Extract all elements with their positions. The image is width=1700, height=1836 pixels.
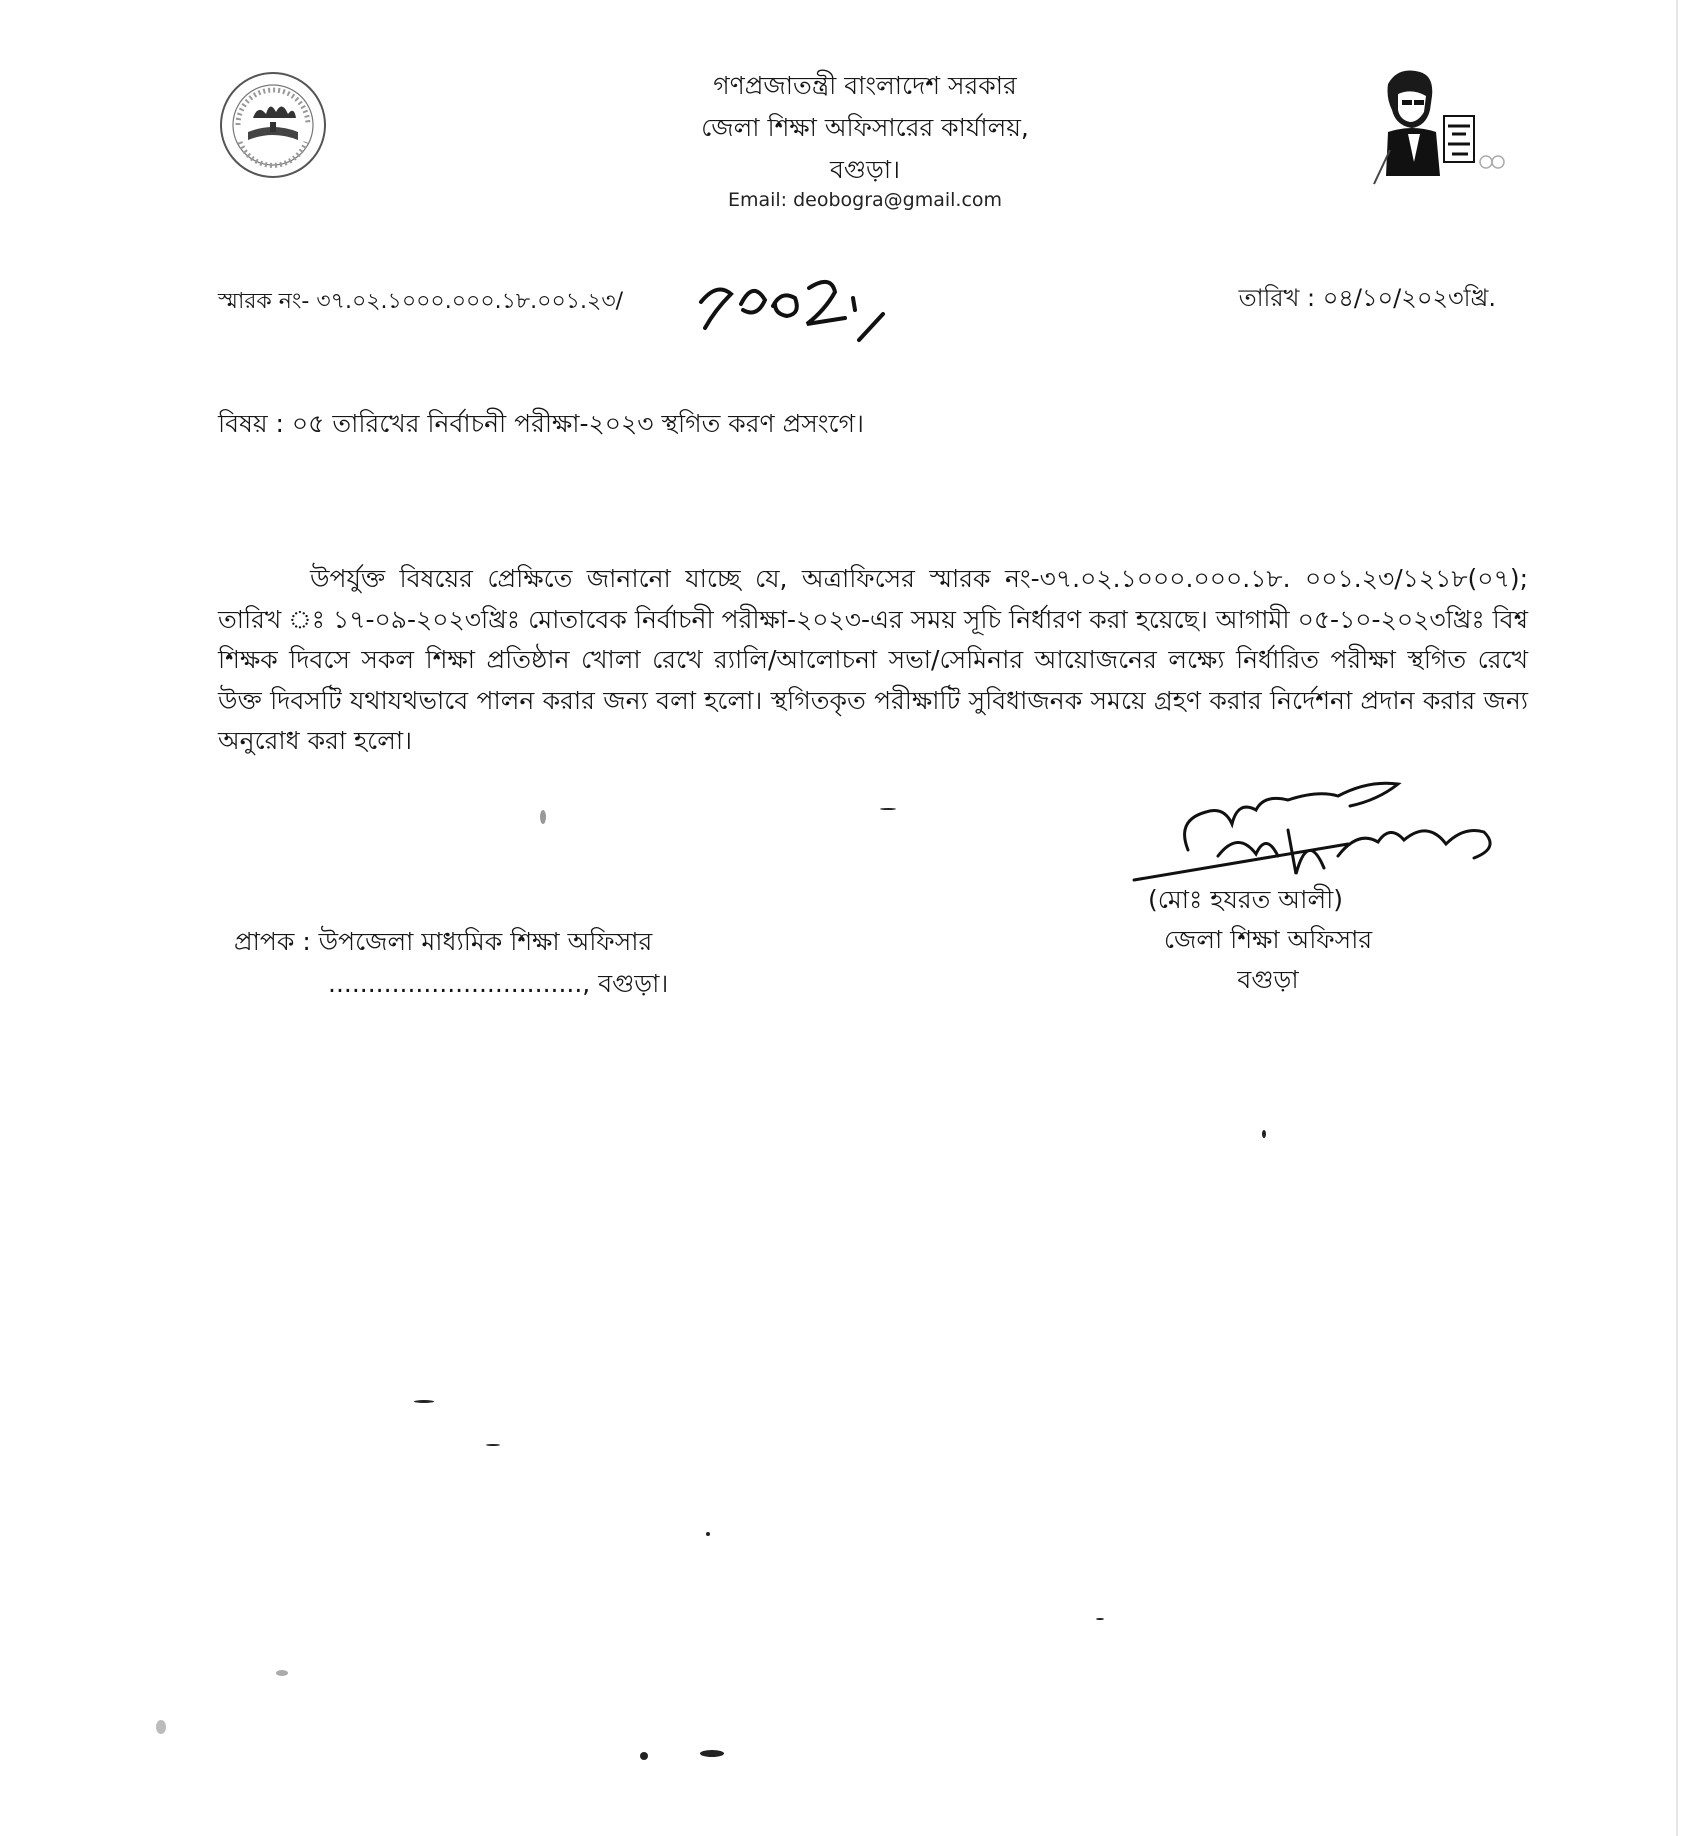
office-title: জেলা শিক্ষা অফিসারের কার্যালয়, xyxy=(701,113,1029,142)
scan-speck xyxy=(540,810,546,824)
office-email: Email: deobogra@gmail.com xyxy=(727,189,1003,211)
letter-subject: বিষয় : ০৫ তারিখের নির্বাচনী পরীক্ষা-২০২৩ স্থগিত করণ প্রসংগে। xyxy=(218,409,864,438)
mujib-borsho-portrait-icon xyxy=(1368,66,1508,186)
signatory-title: জেলা শিক্ষা অফিসার xyxy=(1163,925,1373,954)
scan-speck xyxy=(486,1444,500,1446)
office-location: বগুড়া। xyxy=(829,155,901,184)
scan-speck xyxy=(706,1532,710,1536)
scan-speck xyxy=(156,1720,166,1734)
recipient-location: ................................, বগুড়া। xyxy=(328,969,669,998)
memo-number: স্মারক নং- ৩৭.০২.১০০০.০০০.১৮.০০১.২৩/ xyxy=(218,289,624,314)
scan-speck xyxy=(640,1752,648,1760)
scan-speck xyxy=(700,1750,724,1757)
letter-body: উপর্যুক্ত বিষয়ের প্রেক্ষিতে জানানো যাচ্ছে যে, অত্রাফিসের স্মারক নং-৩৭.০২.১০০০.০০০.১৮. ০০১.২৩/১২১৮(০৭); তারিখ ঃ ১৭-০৯-২০২৩খ্রিঃ মোতাবেক নির্বাচনী পরীক্ষা-২০২৩-এর সময় সূচি নির্ধারণ করা হয়েছে। আগামী ০৫-১০-২০২৩খ্রিঃ বিশ্ব শিক্ষক দিবসে সকল শিক্ষা প্রতিষ্ঠান খোলা রেখে র‍্যালি/আলোচনা সভা/সেমিনার আয়োজনের লক্ষ্যে নির্ধারিত পরীক্ষা স্থগিত রেখে উক্ত দিবসটি যথাযথভাবে পালন করার জন্য বলা হলো। স্থগিতকৃত পরীক্ষাটি সুবিধাজনক সময়ে গ্রহণ করার নির্দেশনা প্রদান করার জন্য অনুরোধ করা হলো। xyxy=(218,564,1528,755)
recipient-line: প্রাপক : উপজেলা মাধ্যমিক শিক্ষা অফিসার xyxy=(234,927,653,956)
scan-speck xyxy=(880,808,896,810)
handwritten-signature xyxy=(1128,770,1548,890)
signatory-place: বগুড়া xyxy=(1237,965,1299,994)
scan-speck xyxy=(276,1670,288,1676)
handwritten-memo-number xyxy=(695,270,895,350)
signatory-name: (মোঃ হযরত আলী) xyxy=(1148,885,1343,914)
memo-date: তারিখ : ০৪/১০/২০২৩খ্রি. xyxy=(1238,284,1496,312)
scan-edge xyxy=(1676,0,1678,1836)
scan-speck xyxy=(414,1400,434,1403)
government-title: গণপ্রজাতন্ত্রী বাংলাদেশ সরকার xyxy=(713,71,1017,100)
scan-speck xyxy=(1096,1618,1104,1620)
education-office-seal-icon xyxy=(218,70,328,180)
scan-speck xyxy=(1262,1130,1266,1138)
